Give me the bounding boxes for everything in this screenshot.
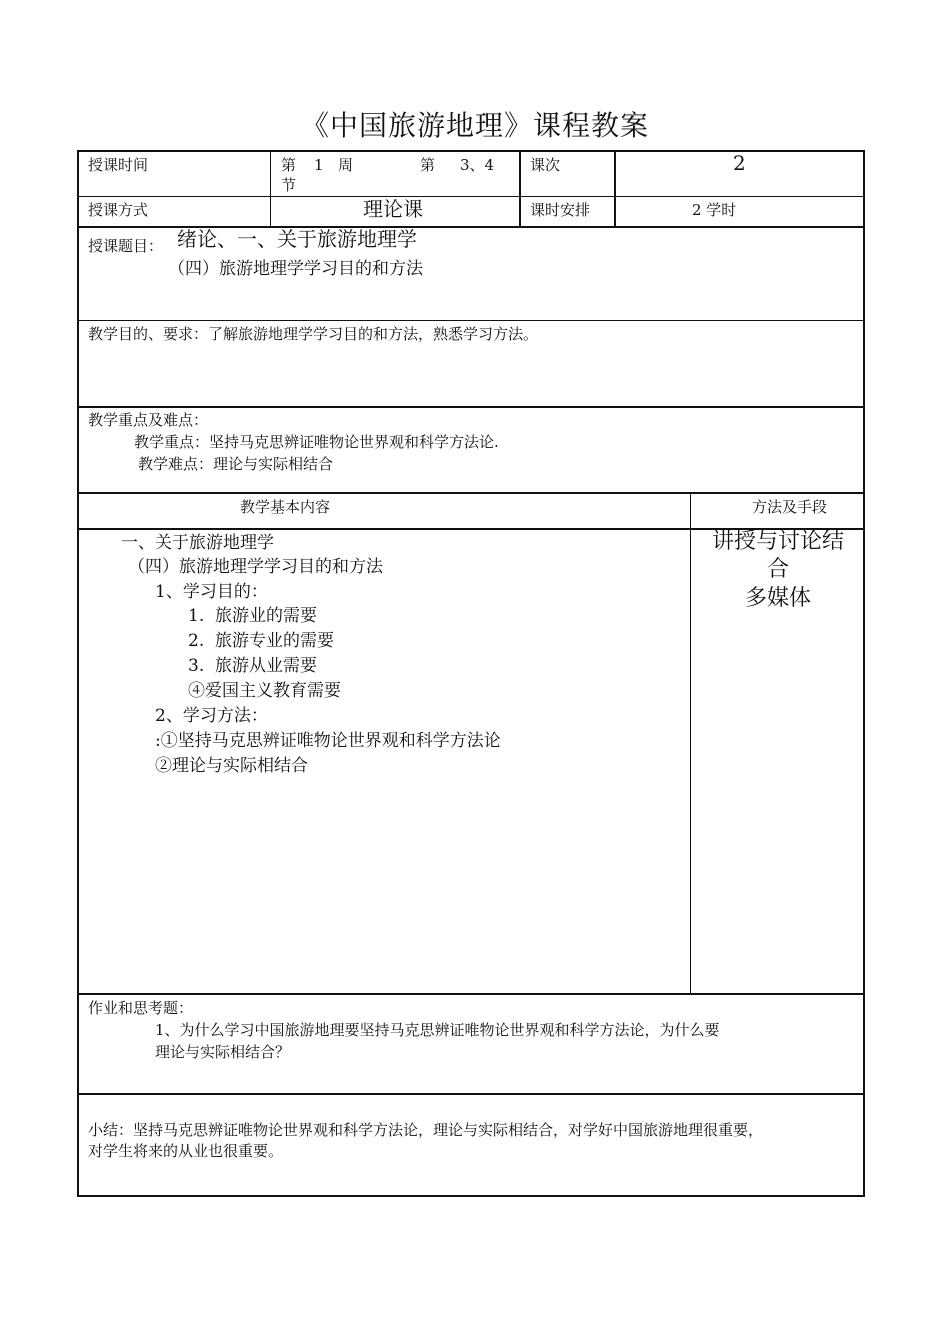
column-divider	[519, 150, 521, 227]
content-line: ④爱国主义教育需要	[188, 681, 341, 701]
content-column-header: 教学基本内容	[240, 498, 331, 516]
method-line: 讲授与讨论结	[711, 529, 844, 554]
difficult-point: 教学难点：理论与实际相结合	[138, 455, 334, 473]
column-divider	[270, 150, 271, 227]
label-class-hours: 课时安排	[530, 201, 591, 219]
class-hours: 2 学时	[692, 201, 737, 219]
period-prefix: 第	[420, 156, 436, 174]
topic-line-2: （四）旅游地理学学习目的和方法	[168, 259, 423, 279]
method-line: 多媒体	[744, 586, 811, 611]
document-title: 《中国旅游地理》课程教案	[300, 109, 649, 142]
week-prefix: 第	[281, 156, 297, 174]
content-line: 3. 旅游从业需要	[188, 656, 318, 676]
content-line: 1、学习目的：	[155, 582, 268, 602]
methods-column-header: 方法及手段	[752, 498, 828, 516]
row-divider	[77, 320, 865, 321]
label-teaching-method: 授课方式	[88, 201, 149, 219]
summary-line-1: 小结：坚持马克思辨证唯物论世界观和科学方法论，理论与实际相结合，对学好中国旅游地理很重要，	[88, 1121, 764, 1139]
period-number: 3、4	[460, 156, 495, 174]
content-line: :①坚持马克思辨证唯物论世界观和科学方法论	[155, 731, 501, 751]
week-number: 1	[314, 156, 324, 174]
label-class-time: 授课时间	[88, 156, 149, 174]
homework-line-1: 1、为什么学习中国旅游地理要坚持马克思辨证唯物论世界观和科学方法论，为什么要	[155, 1021, 720, 1039]
label-key-points: 教学重点及难点：	[88, 411, 209, 429]
content-line: 2、学习方法：	[155, 706, 268, 726]
key-point: 教学重点：坚持马克思辨证唯物论世界观和科学方法论.	[134, 433, 499, 451]
row-divider	[77, 993, 865, 995]
content-line: ②理论与实际相结合	[155, 756, 308, 776]
teaching-objective: 教学目的、要求：了解旅游地理学学习目的和方法，熟悉学习方法。	[88, 325, 539, 343]
column-divider	[614, 150, 616, 227]
period-suffix: 节	[281, 176, 297, 194]
row-divider	[77, 1093, 865, 1095]
teaching-method: 理论课	[363, 197, 423, 221]
content-line: （四）旅游地理学学习目的和方法	[128, 557, 383, 577]
row-divider	[77, 492, 865, 494]
label-lesson-number: 课次	[530, 156, 561, 174]
week-suffix: 周	[338, 156, 354, 174]
homework-line-2: 理论与实际相结合？	[155, 1043, 291, 1061]
topic-line-1: 绪论、一、关于旅游地理学	[177, 227, 417, 251]
summary-line-2: 对学生将来的从业也很重要。	[88, 1142, 284, 1160]
content-line: 一、关于旅游地理学	[121, 533, 274, 553]
lesson-number: 2	[733, 151, 746, 175]
label-homework: 作业和思考题：	[88, 999, 194, 1017]
method-line: 合	[766, 557, 789, 582]
row-divider	[77, 406, 865, 408]
content-line: 1. 旅游业的需要	[188, 606, 318, 626]
content-line: 2. 旅游专业的需要	[188, 631, 335, 651]
label-topic: 授课题目：	[88, 237, 164, 255]
row-divider	[77, 196, 865, 197]
